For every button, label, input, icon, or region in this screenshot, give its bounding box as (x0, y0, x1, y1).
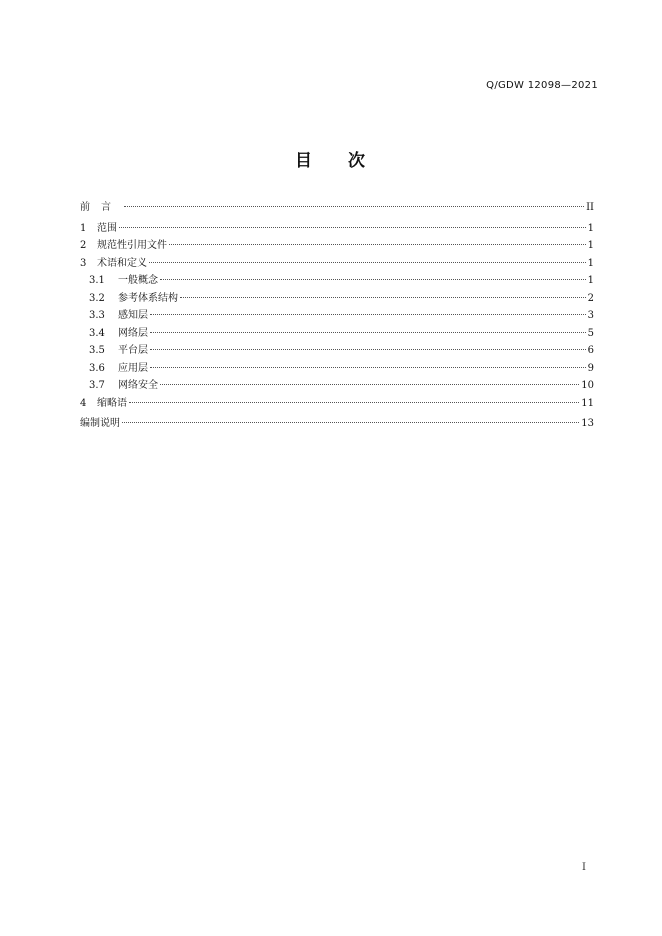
toc-entry-number: 3.4 (89, 327, 105, 339)
table-of-contents (80, 199, 594, 433)
toc-entry-number: 3.7 (89, 380, 105, 391)
toc-entry-general-concepts[interactable] (80, 272, 594, 290)
toc-entry-page: 11 (581, 397, 594, 409)
toc-entry-page: 3 (587, 310, 594, 321)
toc-entry-application-layer[interactable] (80, 360, 594, 378)
toc-entry-reference-architecture[interactable] (80, 290, 594, 308)
toc-entry-page: II (586, 202, 594, 213)
toc-entry-label: 参考体系结构 (118, 292, 178, 304)
toc-entry-number: 3.5 (89, 345, 105, 356)
toc-entry-page: 1 (587, 240, 594, 251)
toc-entry-compilation-notes[interactable] (80, 415, 594, 433)
toc-leader-dots (150, 332, 586, 333)
toc-entry-page: 2 (587, 292, 594, 304)
toc-entry-abbreviations[interactable] (80, 395, 594, 413)
toc-entry-number: 3.6 (89, 362, 105, 374)
toc-leader-dots (119, 227, 586, 228)
toc-entry-number: 2 (80, 240, 87, 251)
toc-leader-dots (160, 384, 579, 385)
toc-leader-dots (169, 244, 586, 245)
toc-leader-dots (150, 314, 586, 315)
toc-entry-label: 一般概念 (118, 275, 158, 286)
toc-entry-scope[interactable] (80, 220, 594, 238)
toc-entry-label: 平台层 (118, 345, 148, 356)
toc-entry-label: 前言 (80, 202, 122, 213)
toc-leader-dots (160, 279, 586, 280)
toc-leader-dots (180, 297, 586, 298)
toc-entry-label: 术语和定义 (97, 257, 147, 269)
document-code: Q/GDW 12098—2021 (486, 80, 598, 91)
toc-entry-number: 3.3 (89, 310, 105, 321)
toc-entry-number: 3.2 (89, 292, 105, 304)
toc-entry-page: 10 (581, 380, 594, 391)
toc-entry-number: 3.1 (89, 275, 105, 286)
toc-entry-network-layer[interactable] (80, 325, 594, 343)
toc-entry-page: 5 (587, 327, 594, 339)
toc-entry-page: 6 (587, 345, 594, 356)
toc-entry-label: 范围 (97, 222, 117, 234)
toc-entry-number: 4 (80, 397, 87, 409)
toc-leader-dots (124, 206, 584, 207)
toc-leader-dots (149, 262, 586, 263)
toc-entry-platform-layer[interactable] (80, 342, 594, 360)
toc-entry-network-security[interactable] (80, 377, 594, 395)
toc-entry-page: 1 (587, 275, 594, 286)
page-number: I (582, 862, 586, 873)
toc-entry-number: 1 (80, 222, 87, 234)
toc-leader-dots (150, 367, 586, 368)
toc-entry-page: 1 (587, 222, 594, 234)
toc-entry-foreword[interactable] (80, 199, 594, 217)
toc-entry-label: 感知层 (118, 310, 148, 321)
toc-entry-page: 1 (587, 257, 594, 269)
toc-entry-label: 网络层 (118, 327, 148, 339)
toc-leader-dots (129, 402, 579, 403)
title-char-1: 目 (295, 151, 314, 171)
toc-entry-page: 13 (581, 418, 594, 429)
toc-entry-perception-layer[interactable] (80, 307, 594, 325)
page-title (0, 146, 662, 171)
title-char-2: 次 (348, 151, 367, 171)
toc-entry-label: 缩略语 (97, 397, 127, 409)
toc-leader-dots (122, 422, 579, 423)
toc-leader-dots (150, 349, 586, 350)
toc-entry-number: 3 (80, 257, 87, 269)
toc-entry-page: 9 (587, 362, 594, 374)
toc-entry-normative-references[interactable] (80, 237, 594, 255)
toc-entry-label: 网络安全 (118, 380, 158, 391)
toc-entry-terms-definitions[interactable] (80, 255, 594, 273)
toc-entry-label: 规范性引用文件 (97, 240, 167, 251)
toc-entry-label: 应用层 (118, 362, 148, 374)
toc-entry-label: 编制说明 (80, 418, 120, 429)
